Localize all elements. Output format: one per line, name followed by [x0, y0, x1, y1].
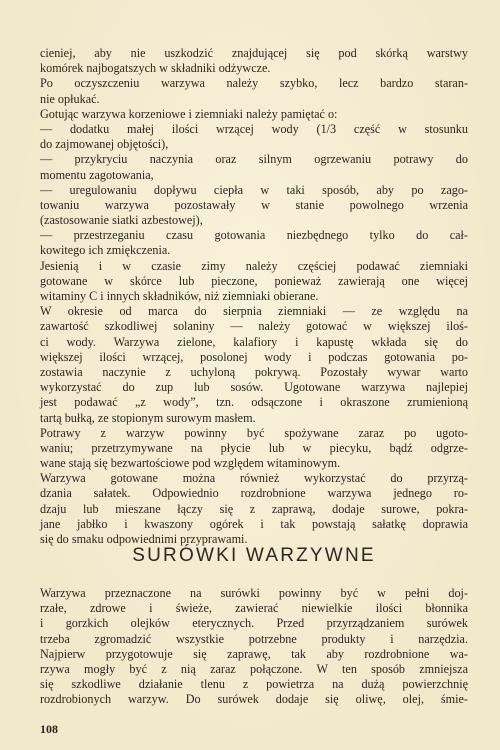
text-line: wykorzystać do zup lub sosów. Ugotowane warzywa najlepiej [40, 380, 468, 395]
text-line: Warzywa przeznaczone na surówki powinny być w pełni doj- [40, 586, 468, 600]
text-line: — uregulowaniu dopływu ciepła w taki sposób, aby po zago- [40, 182, 468, 197]
text-line: Warzywa gotowane można również wykorzystać do przyrzą- [40, 471, 468, 486]
text-line: witaminy C i innych składników, niż ziemniaki obierane. [40, 289, 319, 303]
text-line: do zajmowanej objętości), [40, 137, 169, 152]
text-line: momentu zagotowania, [40, 167, 154, 182]
text-line: zostawia naczynie z uchyloną pokrywą. Pozostały wywar warto [40, 364, 468, 379]
text-line: W okresie od marca do sierpnia ziemniaki — ze względu na [40, 304, 468, 319]
text-line: zawartość szkodliwej solaniny — należy gotować w większej iloś- [40, 319, 468, 334]
text-line: Najpierw przygotowuje się zaprawę, tak aby rozdrobnione wa- [40, 646, 468, 661]
text-line: rzywa mogły być z nią zaraz połączone. W ten sposób zmniejsza [40, 661, 468, 676]
text-line: się szkodliwe działanie tlenu z powietrza na dużą powierzchnię [40, 677, 468, 692]
text-line: kowitego ich zmiękczenia. [40, 243, 171, 258]
text-line: — dodatku małej ilości wrzącej wody (1/3 część w stosunku [40, 121, 468, 136]
text-line: jest podawać „z wody”, tzn. odsączone i okraszone zrumienioną [40, 395, 468, 410]
text-line: (zastosowanie siatki azbestowej), [40, 213, 203, 228]
body-text-top [40, 46, 468, 547]
text-line: towaniu warzywa pozostawały w stanie powolnego wrzenia [40, 197, 468, 212]
text-line: tartą bułką, ze stopionym surowym masłem. [40, 410, 256, 425]
text-line: gotowane w skórce lub pieczone, ponieważ zawierają one więcej [40, 273, 468, 288]
text-line: Jesienią i w czasie zimy należy częściej podawać ziemniaki [40, 258, 468, 273]
text-line: nie opłukać. [40, 91, 100, 106]
section-heading: SURÓWKI WARZYWNE [132, 545, 376, 566]
text-line: rozdrobionych warzyw. Do surówek dodaje się oliwę, olej, śmie- [40, 692, 468, 707]
text-line: komórek najbogatszych w składniki odżywcze. [40, 61, 271, 76]
text-line: ci wody. Warzywa zielone, kalafiory i kapustę wkłada się do [40, 334, 468, 349]
text-line: — przestrzeganiu czasu gotowania niezbędnego tylko do cał- [40, 228, 468, 243]
body-text-bottom [40, 586, 468, 708]
text-line: Po oczyszczeniu warzywa należy szybko, lecz bardzo staran- [40, 76, 468, 91]
page-number: 108 [40, 722, 58, 736]
text-line: dzania sałatek. Odpowiednio rozdrobnione warzywa jednego ro- [40, 486, 468, 501]
text-line: i gorzkich olejków eterycznych. Przed przyrządzaniem surówek [40, 616, 468, 631]
text-line: Potrawy z warzyw powinny być spożywane zaraz po ugoto- [40, 425, 468, 440]
text-line: dzaju lub mieszane łączy się z zaprawą, dodaje surowe, pokra- [40, 501, 468, 516]
text-line: się do smaku odpowiednimi przyprawami. [40, 532, 248, 546]
text-line: trzeba zgromadzić wszystkie potrzebne produkty i narzędzia. [40, 631, 468, 646]
text-line: rzałe, zdrowe i świeże, zawierać niewielkie ilości błonnika [40, 601, 468, 616]
text-line: waniu; przetrzymywane na płycie lub w piecyku, bądź odgrze- [40, 440, 468, 455]
text-line: — przykryciu naczynia oraz silnym ogrzewaniu potrawy do [40, 152, 468, 167]
text-line: jane jabłko i kwaszony ogórek i tak powstają sałatkę doprawia [40, 516, 468, 531]
text-line: Gotując warzywa korzeniowe i ziemniaki należy pamiętać o: [40, 106, 338, 121]
text-line: większej ilości wrzącej, posolonej wody i podczas gotowania po- [40, 349, 468, 364]
text-line: cieniej, aby nie uszkodzić znajdującej się pod skórką warstwy [40, 46, 468, 60]
text-line: wane stają się bezwartościowe pod względem witaminowym. [40, 456, 341, 471]
